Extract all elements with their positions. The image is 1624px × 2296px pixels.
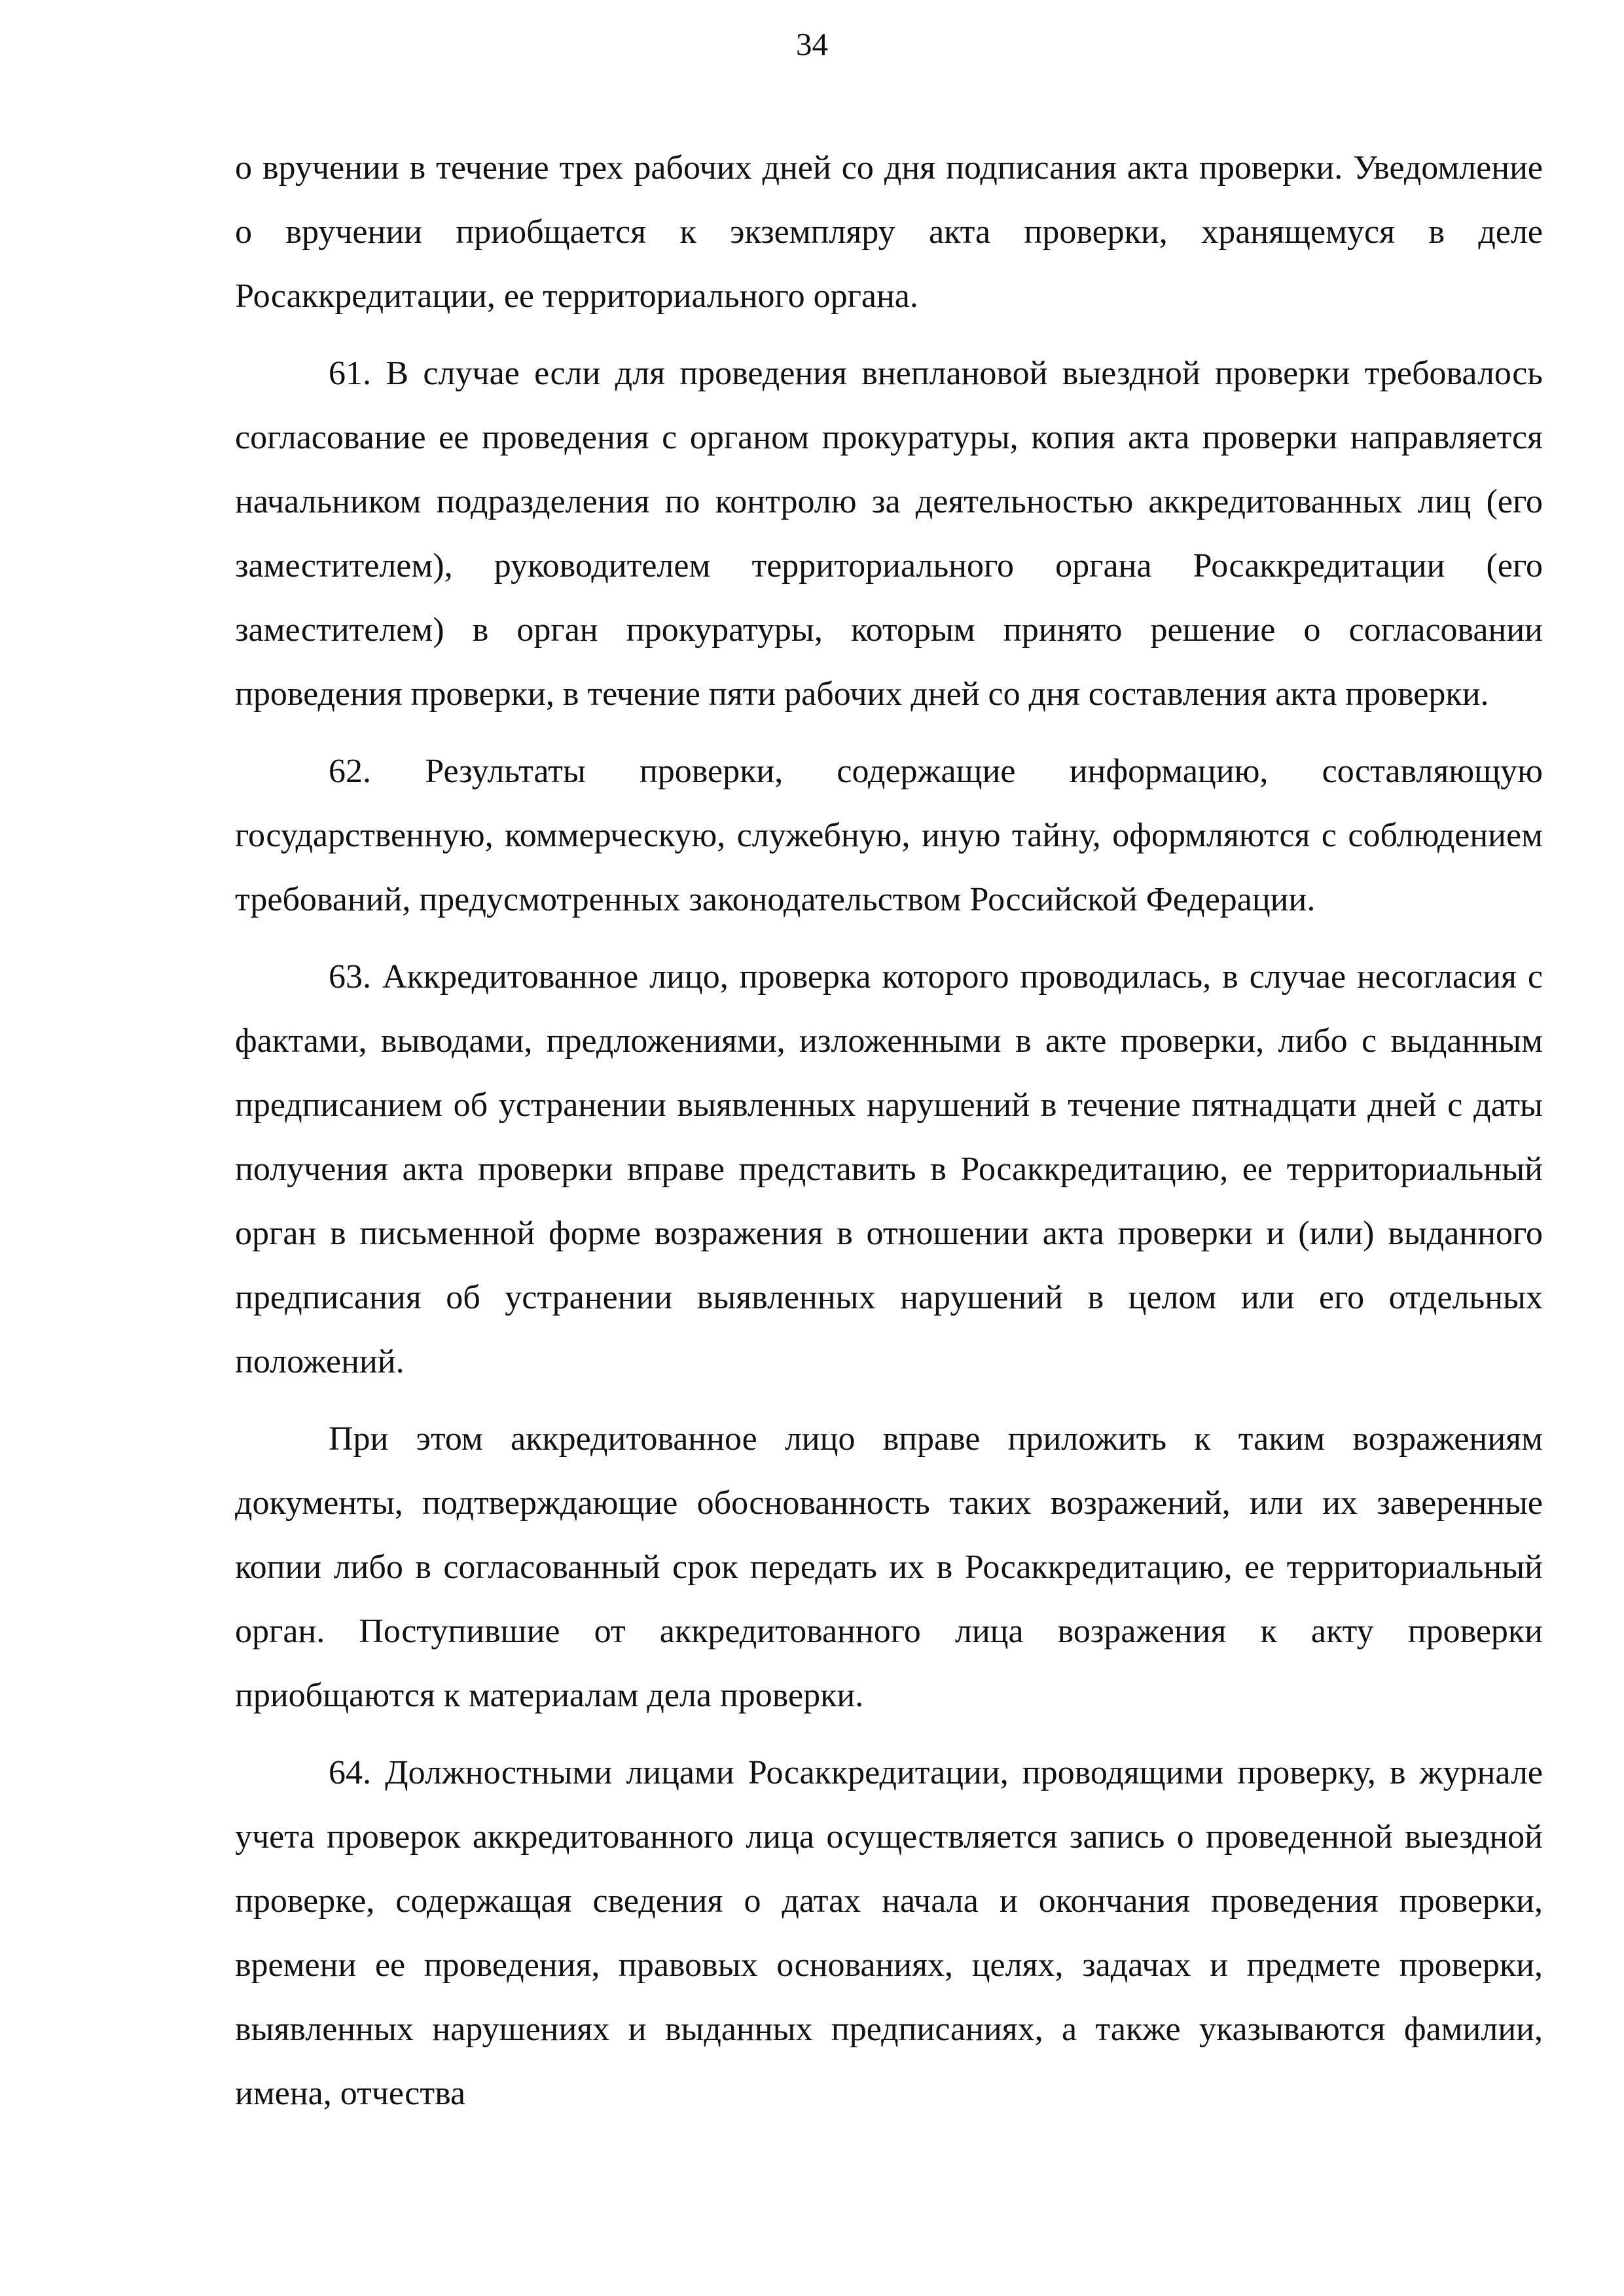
paragraph-63: 63. Аккредитованное лицо, проверка которого проводилась, в случае несогласия с фактами, выводами, предложениями, изложенными в акте проверки, либо с выданным предписанием об устранении выявленных нарушений в течение пятнадцати дней с даты получения акта проверки вправе представить в Росаккредитацию, ее территориальный орган в письменной форме возражения в отношении акта проверки и (или) выданного предписания об устранении выявленных нарушений в целом или его отдельных положений. bbox=[235, 958, 1543, 1380]
document-body bbox=[235, 136, 1543, 2126]
paragraph-63-continued: При этом аккредитованное лицо вправе приложить к таким возражениям документы, подтверждающие обоснованность таких возражений, или их заверенные копии либо в согласованный срок передать их в Росаккредитацию, ее территориальный орган. Поступившие от аккредитованного лица возражения к акту проверки приобщаются к материалам дела проверки. bbox=[235, 1420, 1543, 1714]
page-number: 34 bbox=[796, 26, 828, 62]
paragraph-61: 61. В случае если для проведения внеплановой выездной проверки требовалось согласование ее проведения с органом прокуратуры, копия акта проверки направляется начальником подразделения по контролю за деятельностью аккредитованных лиц (его заместителем), руководителем территориального органа Росаккредитации (его заместителем) в орган прокуратуры, которым принято решение о согласовании проведения проверки, в течение пяти рабочих дней со дня составления акта проверки. bbox=[235, 355, 1543, 713]
paragraph-continuation: о вручении в течение трех рабочих дней со дня подписания акта проверки. Уведомление о вручении приобщается к экземпляру акта проверки, хранящемуся в деле Росаккредитации, ее территориального органа. bbox=[235, 149, 1543, 315]
paragraph-64: 64. Должностными лицами Росаккредитации, проводящими проверку, в журнале учета проверок аккредитованного лица осуществляется запись о проведенной выездной проверке, содержащая сведения о датах начала и окончания проведения проверки, времени ее проведения, правовых основаниях, целях, задачах и предмете проверки, выявленных нарушениях и выданных предписаниях, а также указываются фамилии, имена, отчества bbox=[235, 1754, 1543, 2112]
paragraph-62: 62. Результаты проверки, содержащие информацию, составляющую государственную, коммерческую, служебную, иную тайну, оформляются с соблюдением требований, предусмотренных законодательством Российской Федерации. bbox=[235, 753, 1543, 918]
